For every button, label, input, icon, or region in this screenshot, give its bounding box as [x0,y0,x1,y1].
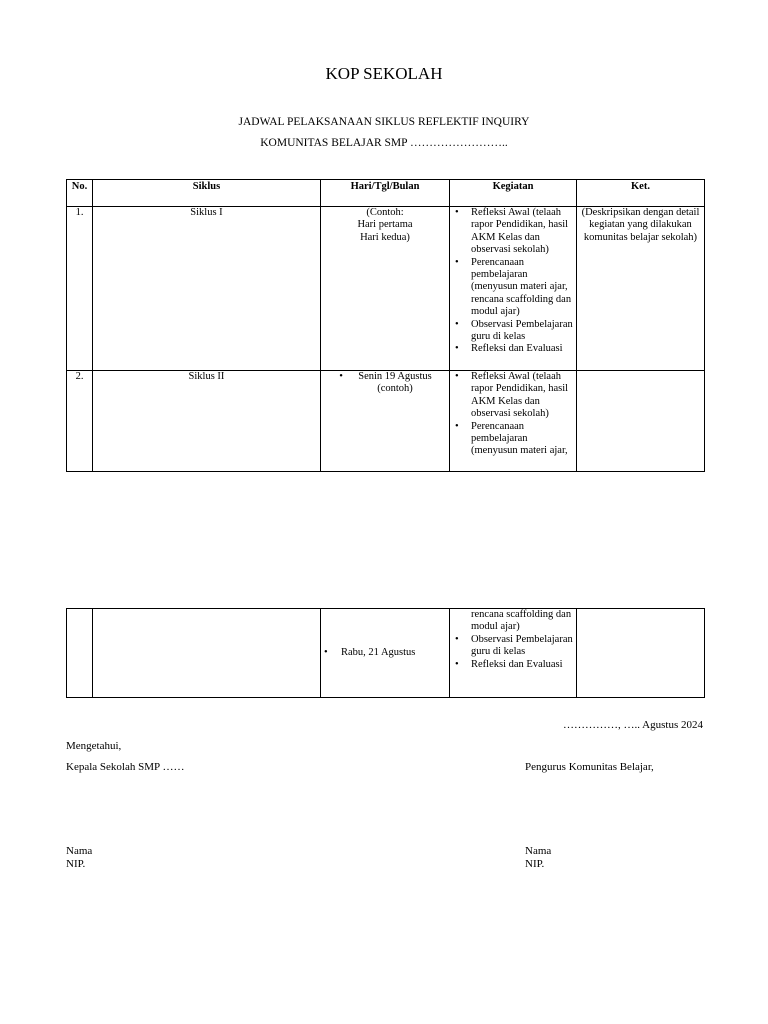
kegiatan-continued-text: rencana scaffolding dan modul ajar) [471,609,572,633]
header-siklus: Siklus [93,180,321,207]
mengetahui-label: Mengetahui, [66,740,122,752]
kegiatan-item: • Perencanaan pembelajaran (menyusun materi ajar, rencana scaffolding dan modul ajar) [471,257,573,319]
kop-sekolah-title: KOP SEKOLAH [325,64,443,83]
committee-name: Nama [525,845,552,857]
schedule-table [66,179,705,472]
principal-nip: NIP. [66,858,86,870]
hari-line: Hari kedua) [360,231,410,243]
kegiatan-item: • Observasi Pembelajaran guru di kelas [471,634,573,659]
header-hari: Hari/Tgl/Bulan [321,180,450,207]
kegiatan-item: • Perencanaan pembelajaran (menyusun materi ajar, [471,421,573,458]
cell-hari [321,207,450,371]
bullet-glyph: • [324,646,328,658]
hari-line: • Senin 19 Agustus [339,371,432,382]
cell-no: 2. [67,371,93,472]
cell-ket [577,371,705,472]
kegiatan-item: • Refleksi dan Evaluasi [471,659,573,671]
hari-line: (contoh) [377,383,413,395]
cell-siklus [93,609,321,698]
community-subtitle: KOMUNITAS BELAJAR SMP …………………….. [260,137,508,149]
cell-hari [321,609,450,698]
header-kegiatan: Kegiatan [450,180,577,207]
cell-hari [321,371,450,472]
hari-line: • Rabu, 21 Agustus [324,646,416,658]
kegiatan-item: • Refleksi dan Evaluasi [471,343,573,355]
committee-role: Pengurus Komunitas Belajar, [525,761,654,773]
table-row [67,207,705,371]
principal-role: Kepala Sekolah SMP …… [66,761,185,773]
cell-kegiatan [450,609,577,698]
kegiatan-item: • Refleksi Awal (telaah rapor Pendidikan, hasil AKM Kelas dan observasi sekolah) [471,371,573,421]
table-row [67,371,705,472]
cell-kegiatan [450,207,577,371]
header-no: No. [67,180,93,207]
committee-nip: NIP. [525,858,545,870]
kegiatan-item: • Refleksi Awal (telaah rapor Pendidikan, hasil AKM Kelas dan observasi sekolah) [471,207,573,257]
schedule-table-continued [66,608,705,698]
table-header-row [67,180,705,207]
cell-siklus: Siklus II [93,371,321,472]
bullet-glyph: • [339,371,343,382]
cell-siklus: Siklus I [93,207,321,371]
cell-no: 1. [67,207,93,371]
cell-kegiatan [450,371,577,472]
hari-line: Hari pertama [357,219,413,231]
cell-no [67,609,93,698]
header-ket: Ket. [577,180,705,207]
hari-line: (Contoh: [366,207,404,218]
signature-date: ……………, ….. Agustus 2024 [563,719,703,731]
table-row [67,609,705,698]
schedule-title: JADWAL PELAKSANAAN SIKLUS REFLEKTIF INQUIRY [238,116,530,128]
kegiatan-item: • Observasi Pembelajaran guru di kelas [471,319,573,344]
cell-ket: (Deskripsikan dengan detail kegiatan yang dilakukan komunitas belajar sekolah) [577,207,705,371]
principal-name: Nama [66,845,93,857]
cell-ket [577,609,705,698]
